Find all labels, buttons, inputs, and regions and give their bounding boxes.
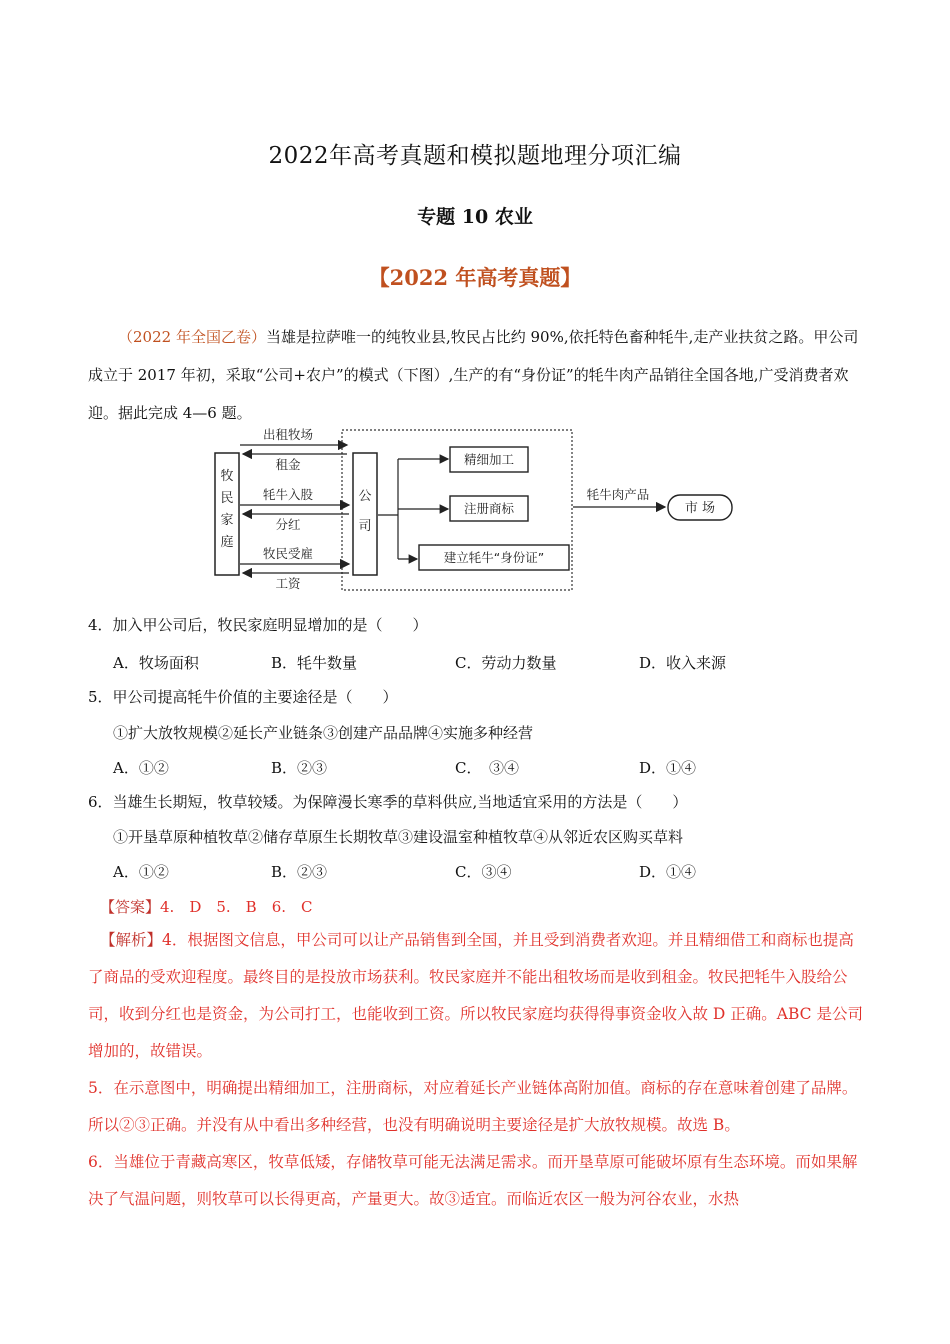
action-id: 建立牦牛“身份证” bbox=[443, 550, 545, 565]
label-yak-share: 牦牛入股 bbox=[262, 487, 314, 502]
q5-option-d: D．①④ bbox=[639, 759, 697, 777]
question-6-stem: 6．当雄生长期短，牧草较矮。为保障漫长寒季的草料供应,当地适宜采用的方法是（ ） bbox=[88, 793, 688, 811]
question-5-items: ①扩大放牧规模②延长产业链条③创建产品品牌④实施多种经营 bbox=[113, 724, 534, 742]
q6-option-d: D．①④ bbox=[639, 863, 697, 881]
label-dividend: 分红 bbox=[275, 517, 301, 532]
label-rent-land: 出租牧场 bbox=[262, 427, 314, 442]
action-processing: 精细加工 bbox=[463, 452, 515, 467]
herder-label-3: 家 bbox=[220, 513, 234, 528]
q4-option-a: A．牧场面积 bbox=[113, 654, 199, 672]
company-farmer-diagram bbox=[210, 425, 740, 597]
q5-option-a: A．①② bbox=[113, 759, 169, 777]
answer-text: 4. D 5. B 6. C bbox=[160, 898, 313, 916]
intro-text: 当雄是拉萨唯一的纯牧业县,牧民占比约 90%,依托特色畜种牦牛,走产业扶贫之路。甲公司成立于 2017 年初，采取“公司+农户”的模式（下图）,生产的有“身份证”的牦牛肉产品销往全国各地,广受消费者欢迎。据此完成 4—6 题。 bbox=[88, 328, 859, 422]
question-4-stem: 4．加入甲公司后，牧民家庭明显增加的是（ ） bbox=[88, 616, 428, 634]
label-product: 牦牛肉产品 bbox=[586, 487, 650, 502]
q6-option-c: C．③④ bbox=[455, 863, 512, 881]
answer-label: 【答案】 bbox=[100, 898, 161, 916]
q4-option-b: B．牦牛数量 bbox=[271, 654, 358, 672]
analysis-q6-text: 6．当雄位于青藏高寒区，牧草低矮，存储牧草可能无法满足需求。而开垦草原可能破坏原有生态环境。而如果解决了气温问题，则牧草可以长得更高，产量更大。故③适宜。而临近农区一般为河谷农业，水热 bbox=[88, 1153, 858, 1208]
topic-subtitle: 专题 10 农业 bbox=[417, 206, 533, 228]
action-trademark: 注册商标 bbox=[463, 501, 515, 516]
label-rent: 租金 bbox=[275, 457, 301, 472]
analysis-q5-text: 5．在示意图中，明确提出精细加工，注册商标，对应着延长产业链体高附加值。商标的存在意味着创建了品牌。所以②③正确。并没有从中看出多种经营，也没有明确说明主要途径是扩大放牧规模。故选 B。 bbox=[88, 1079, 858, 1134]
q5-option-c: C． ③④ bbox=[455, 759, 519, 777]
intro-paragraph bbox=[88, 318, 868, 432]
source-label: （2022 年全国乙卷） bbox=[118, 328, 266, 346]
answer-line bbox=[100, 896, 312, 917]
herder-label-2: 民 bbox=[220, 491, 234, 506]
label-employed: 牧民受雇 bbox=[262, 546, 314, 561]
company-box bbox=[353, 453, 377, 575]
company-label-2: 司 bbox=[358, 519, 372, 534]
q6-option-b: B．②③ bbox=[271, 863, 328, 881]
q5-option-b: B．②③ bbox=[271, 759, 328, 777]
analysis-q6 bbox=[88, 1144, 868, 1218]
company-label-1: 公 bbox=[358, 489, 372, 504]
q6-option-a: A．①② bbox=[113, 863, 169, 881]
q4-option-d: D．收入来源 bbox=[639, 654, 727, 672]
q4-option-c: C．劳动力数量 bbox=[455, 654, 557, 672]
document-title: 2022年高考真题和模拟题地理分项汇编 bbox=[268, 143, 682, 169]
herder-label-4: 庭 bbox=[220, 535, 234, 550]
analysis-q4-text: 4．根据图文信息，甲公司可以让产品销售到全国，并且受到消费者欢迎。并且精细借工和商标也提高了商品的受欢迎程度。最终目的是投放市场获利。牧民家庭并不能出租牧场而是收到租金。牧民把牦牛入股给公司，收到分红也是资金，为公司打工，也能收到工资。所以牧民家庭均获得得事资金收入故 D 正确。ABC 是公司增加的，故错误。 bbox=[88, 931, 863, 1060]
label-wages: 工资 bbox=[275, 576, 301, 591]
question-6-items: ①开垦草原种植牧草②储存草原生长期牧草③建设温室种植牧草④从邻近农区购买草料 bbox=[113, 828, 684, 846]
analysis-label: 【解析】 bbox=[100, 931, 163, 949]
section-heading: 【2022 年高考真题】 bbox=[368, 265, 582, 290]
analysis-q5 bbox=[88, 1070, 868, 1144]
analysis-q4 bbox=[88, 922, 868, 1070]
herder-label-1: 牧 bbox=[220, 469, 234, 484]
market-label: 市 场 bbox=[684, 501, 716, 516]
question-5-stem: 5．甲公司提高牦牛价值的主要途径是（ ） bbox=[88, 688, 398, 706]
